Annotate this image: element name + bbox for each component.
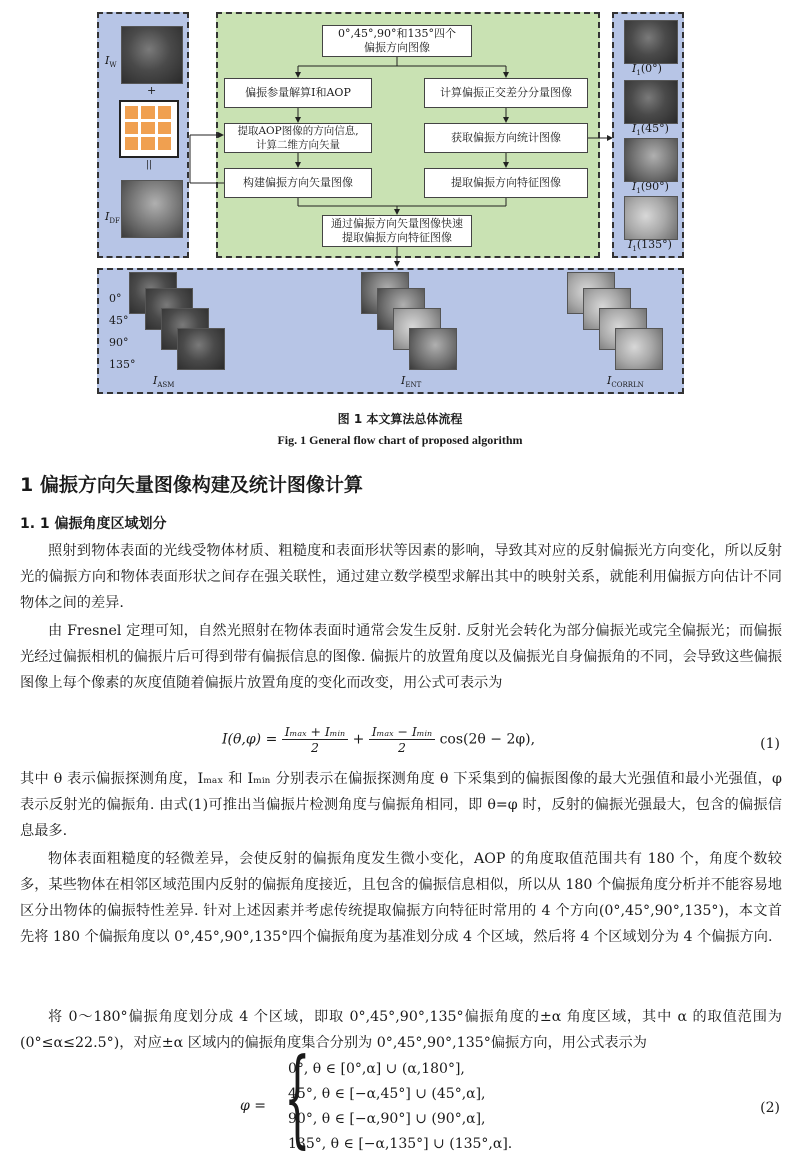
angle-45: 45° <box>109 314 129 327</box>
subsection-title: 1. 1 偏振角度区域划分 <box>20 516 167 532</box>
label-i45: $I_1(45^\circ)$ <box>632 122 669 138</box>
equation-2-number: (2) <box>760 1100 780 1116</box>
box-fast-extract: 通过偏振方向矢量图像快速 提取偏振方向特征图像 <box>322 215 472 247</box>
angle-0: 0° <box>109 292 122 305</box>
label-i0: $I_1(0^\circ)$ <box>632 62 662 78</box>
case-135: 135°, θ ∈ [−α,135°] ∪ (135°,α]. <box>288 1136 513 1152</box>
right-panel <box>612 12 684 258</box>
figure-caption-en: Fig. 1 General flow chart of proposed algorithm <box>277 433 523 447</box>
case-0: 0°, θ ∈ [0°,α] ∪ (α,180°], <box>288 1061 465 1077</box>
equation-2-brace: { <box>284 1035 311 1159</box>
case-90: 90°, θ ∈ [−α,90°] ∪ (90°,α], <box>288 1111 486 1127</box>
label-corrln: $I_{CORRLN}$ <box>607 374 644 390</box>
paragraph-2: 由 Fresnel 定理可知，自然光照射在物体表面时通常会发生反射. 反射光会转化为部分偏振光或完全偏振光；而偏振光经过偏振相机的偏振片后可得到带有偏振信息的图像. 偏振片的放置角度以及偏振光自身偏振角的不同，会导致这些偏振图像上每个像素的灰度值随着偏振片放置角度的变化而改变，用公式可表示为 <box>20 623 782 691</box>
paragraph-4: 物体表面粗糙度的轻微差异，会使反射的偏振角度发生微小变化，AOP 的角度取值范围共有 180 个，角度个数较多，某些物体在相邻区域范围内反射的偏振角度接近，且包含的偏振信息相似，所以从 180 个偏振角度分析并不能容易地区分出物体的偏振特性差异. 针对上述因素并考虑传统提取偏振方向特征时常用的 4 个方向(0°,45°,90°,135°)，本文首先将 180 个偏振角度以 0°,45°,90°,135°四个偏振角度为基准划分成 4 个区域，然后将 4 个区域划分为 4 个偏振方向. <box>20 851 782 945</box>
asm-image-4 <box>177 328 225 370</box>
image-i90 <box>624 138 678 182</box>
box-param-solve: 偏振参量解算I和AOP <box>224 78 372 108</box>
image-i45 <box>624 80 678 124</box>
plus-sign: + <box>147 84 157 97</box>
paragraph-5: 将 0～180°偏振角度划分成 4 个区域，即取 0°,45°,90°,135°偏振角度的±α 角度区域，其中 α 的取值范围为(0°≤α≤22.5°)，对应±α 区域内的偏振角度集合分别为 0°,45°,90°,135°偏振方向，用公式表示为 <box>20 1009 782 1051</box>
box-calc-diff: 计算偏振正交差分分量图像 <box>424 78 588 108</box>
label-idf: $I_{DF}$ <box>105 210 120 226</box>
figure-caption-cn: 图 1 本文算法总体流程 <box>337 412 463 426</box>
equation-2-lhs: φ = <box>240 1098 266 1114</box>
label-iw: $I_W$ <box>105 54 117 70</box>
image-i0 <box>624 20 678 64</box>
box-get-stat: 获取偏振方向统计图像 <box>424 123 588 153</box>
angle-90: 90° <box>109 336 129 349</box>
angle-135: 135° <box>109 358 136 371</box>
equation-1: I(θ,φ) = $\frac{\text{Iₘₐₓ + Iₘᵢₙ}}{2}$ + $\frac{\text{Iₘₐₓ − Iₘᵢₙ}}{2}$ cos(2θ − 2φ), <box>222 724 536 755</box>
ent-image-4 <box>409 328 457 370</box>
box-extract-aop: 提取AOP图像的方向信息, 计算二维方向矢量 <box>224 123 372 153</box>
paragraph-1: 照射到物体表面的光线受物体材质、粗糙度和表面形状等因素的影响，导致其对应的反射偏振光方向变化，所以反射光的偏振方向和物体表面形状之间存在强关联性，通过建立数学模型求解出其中的映射关系，就能利用偏振方向估计不同物体之间的差异. <box>20 543 782 611</box>
case-45: 45°, θ ∈ [−α,45°] ∪ (45°,α], <box>288 1086 486 1102</box>
label-i135: $I_1(135^\circ)$ <box>628 238 672 254</box>
box-input-images: 0°,45°,90°和135°四个 偏振方向图像 <box>322 25 472 57</box>
label-ent: $I_{ENT}$ <box>401 374 422 390</box>
equals-sign: || <box>146 160 153 170</box>
equation-1-number: (1) <box>760 736 780 752</box>
label-asm: $I_{ASM}$ <box>153 374 175 390</box>
box-build-vector: 构建偏振方向矢量图像 <box>224 168 372 198</box>
equation-2-cases <box>288 1057 512 1157</box>
box-extract-feature: 提取偏振方向特征图像 <box>424 168 588 198</box>
paragraph-3: 其中 θ 表示偏振探测角度，Iₘₐₓ 和 Iₘᵢₙ 分别表示在偏振探测角度 θ 下采集到的偏振图像的最大光强值和最小光强值，φ 表示反射光的偏振角. 由式(1)可推出当偏振片检测角度与偏振角相同，即 θ=φ 时，反射的偏振光强最大，包含的偏振信息最多. <box>20 771 782 839</box>
corr-image-4 <box>615 328 663 370</box>
section-title: 1 偏振方向矢量图像构建及统计图像计算 <box>20 474 363 496</box>
image-i135 <box>624 196 678 240</box>
bottom-panel <box>97 268 684 394</box>
label-i90: $I_1(90^\circ)$ <box>632 180 669 196</box>
